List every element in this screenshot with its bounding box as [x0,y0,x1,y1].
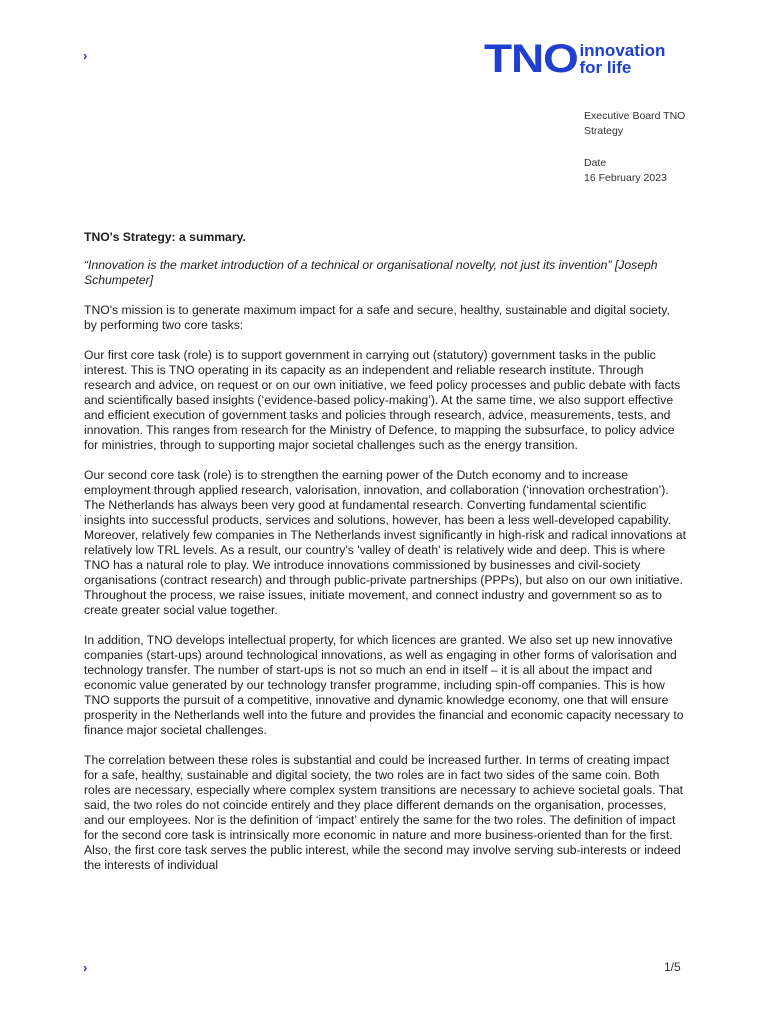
paragraph-intellectual-property: In addition, TNO develops intellectual property, for which licences are granted. We also set up new innovative companies (start-ups) around technological innovations, as well as engaging in other forms of valorisation and technology transfer. The number of start-ups is not so much an end in itself – it is all about the impact and economic value generated by our technology transfer programme, including spin-off companies. This is how TNO supports the pursuit of a competitive, innovative and dynamic knowledge economy, one that will ensure prosperity in the Netherlands well into the future and provides the financial and economic capacity necessary to finance major societal challenges. [84,633,684,737]
chevron-right-icon: › [83,48,88,63]
page-number: 1/5 [664,960,681,974]
meta-date-value: 16 February 2023 [584,172,667,184]
document-body [84,230,686,888]
document-title: TNO's Strategy: a summary. [84,230,246,244]
paragraph-mission: TNO's mission is to generate maximum impact for a safe and secure, healthy, sustainable and digital society, by performing two core tasks: [84,303,670,332]
chevron-right-icon: › [83,960,88,975]
logo-mark: TNO [484,37,578,81]
schumpeter-quote: “Innovation is the market introduction of a technical or organisational novelty, not just its invention” [Joseph Schumpeter] [84,258,658,287]
meta-board: Executive Board TNO [584,110,686,122]
logo-tagline [579,42,665,76]
paragraph-second-core-task: Our second core task (role) is to strengthen the earning power of the Dutch economy and to increase employment through applied research, valorisation, innovation, and collaboration (‘innovation orchestration’). The Netherlands has always been very good at fundamental research. Converting fundamental scientific insights into successful products, services and solutions, however, has been a less well-developed capability. Moreover, relatively few companies in The Netherlands invest significantly in high-risk and radical innovations at relatively low TRL levels. As a result, our country's 'valley of death' is relatively wide and deep. This is where TNO has a natural role to play. We introduce innovations commissioned by businesses and civil-society organisations (contract research) and through public-private partnerships (PPPs), but also on our own initiative. Throughout the process, we raise issues, initiate movement, and connect industry and government so as to create greater social value together. [84,468,687,617]
logo-tagline-line-1: innovation [579,41,666,60]
meta-date-block [584,156,667,186]
meta-subject: Strategy [584,125,624,137]
meta-board-block [584,109,685,139]
logo-tagline-line-2: for life [579,58,632,77]
meta-date-label: Date [584,157,607,169]
tno-logo [484,37,666,81]
paragraph-first-core-task: Our first core task (role) is to support government in carrying out (statutory) government tasks in the public interest. This is TNO operating in its capacity as an independent and reliable research institute. Through research and advice, on request or on our own initiative, we feed policy processes and public debate with facts and scientifically based insights (‘evidence-based policy-making’). At the same time, we also support effective and efficient execution of government tasks and policies through research, advice, measurements, tests, and innovation. This ranges from research for the Ministry of Defence, to mapping the subsurface, to policy advice for ministries, through to supporting major societal challenges such as the energy transition. [84,348,681,452]
paragraph-correlation: The correlation between these roles is substantial and could be increased further. In terms of creating impact for a safe, healthy, sustainable and digital society, the two roles are in fact two sides of the same coin. Both roles are necessary, especially where complex system transitions are necessary to achieve societal goals. That said, the two roles do not coincide entirely and they place different demands on the organisation, processes, and our employees. Nor is the definition of ‘impact’ entirely the same for the two roles. The definition of impact for the second core task is intrinsically more economic in nature and more business-oriented than for the first. Also, the first core task serves the public interest, while the second may involve serving sub-interests or indeed the interests of individual [84,753,684,872]
